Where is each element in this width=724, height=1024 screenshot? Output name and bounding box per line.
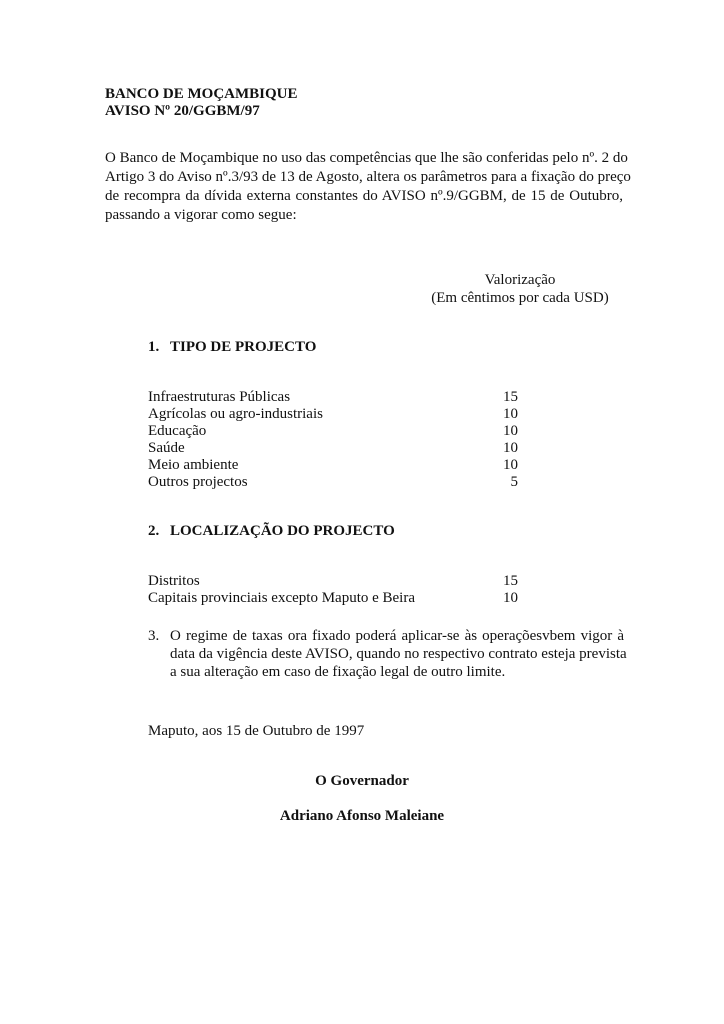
intro-line: de recompra da dívida externa constantes do AVISO nº.9/GGBM, de 15 de Outubro, xyxy=(105,188,623,204)
list-item xyxy=(148,440,518,457)
valuation-column-header xyxy=(430,272,610,308)
notice-number: AVISO Nº 20/GGBM/97 xyxy=(105,103,260,119)
list-item xyxy=(148,457,518,474)
section-title: TIPO DE PROJECTO xyxy=(170,339,317,355)
item-value: 10 xyxy=(503,590,518,606)
item-value: 15 xyxy=(503,389,518,405)
item-value: 5 xyxy=(510,474,518,490)
document-header xyxy=(105,86,298,120)
item-value: 10 xyxy=(503,406,518,422)
bank-name: BANCO DE MOÇAMBIQUE xyxy=(105,86,298,102)
item-value: 10 xyxy=(503,457,518,473)
list-item xyxy=(148,406,518,423)
intro-line: O Banco de Moçambique no uso das competências que lhe são conferidas pelo nº. 2 do xyxy=(105,150,628,166)
list-item xyxy=(148,389,518,406)
item-value: 15 xyxy=(503,573,518,589)
list-item xyxy=(148,590,518,607)
valuation-label: Valorização xyxy=(484,272,556,288)
signatory-name: Adriano Afonso Maleiane xyxy=(279,808,445,824)
section-number: 2. xyxy=(148,523,160,539)
item-label: Outros projectos xyxy=(148,474,248,490)
item-label: Saúde xyxy=(148,440,185,456)
intro-line: passando a vigorar como segue: xyxy=(105,207,297,223)
item-label: Distritos xyxy=(148,573,200,589)
section-number: 3. xyxy=(148,628,160,644)
place-and-date: Maputo, aos 15 de Outubro de 1997 xyxy=(148,723,365,739)
intro-paragraph xyxy=(105,150,631,226)
item-value: 10 xyxy=(503,423,518,439)
list-item xyxy=(148,573,518,590)
section-heading-project-type xyxy=(148,339,316,356)
section-title: LOCALIZAÇÃO DO PROJECTO xyxy=(170,523,395,539)
list-item xyxy=(148,474,518,491)
paragraph-line: O regime de taxas ora fixado poderá aplicar-se às operaçõesvbem vigor à xyxy=(170,628,624,644)
paragraph-line: a sua alteração em caso de fixação legal de outro limite. xyxy=(170,664,506,680)
item-label: Meio ambiente xyxy=(148,457,239,473)
section-number: 1. xyxy=(148,339,160,355)
item-label: Capitais provinciais excepto Maputo e Beira xyxy=(148,590,416,606)
project-location-list xyxy=(148,573,518,607)
valuation-unit: (Em cêntimos por cada USD) xyxy=(431,290,609,306)
item-label: Educação xyxy=(148,423,207,439)
section-3-body xyxy=(170,628,627,682)
list-item xyxy=(148,423,518,440)
project-type-list xyxy=(148,389,518,491)
signatory-role: O Governador xyxy=(315,773,409,789)
paragraph-line: data da vigência deste AVISO, quando no respectivo contrato esteja prevista xyxy=(170,646,627,662)
item-label: Agrícolas ou agro-industriais xyxy=(148,406,323,422)
section-heading-project-location xyxy=(148,523,395,540)
item-label: Infraestruturas Públicas xyxy=(148,389,291,405)
item-value: 10 xyxy=(503,440,518,456)
intro-line: Artigo 3 do Aviso nº.3/93 de 13 de Agosto, altera os parâmetros para a fixação do preço xyxy=(105,169,631,185)
